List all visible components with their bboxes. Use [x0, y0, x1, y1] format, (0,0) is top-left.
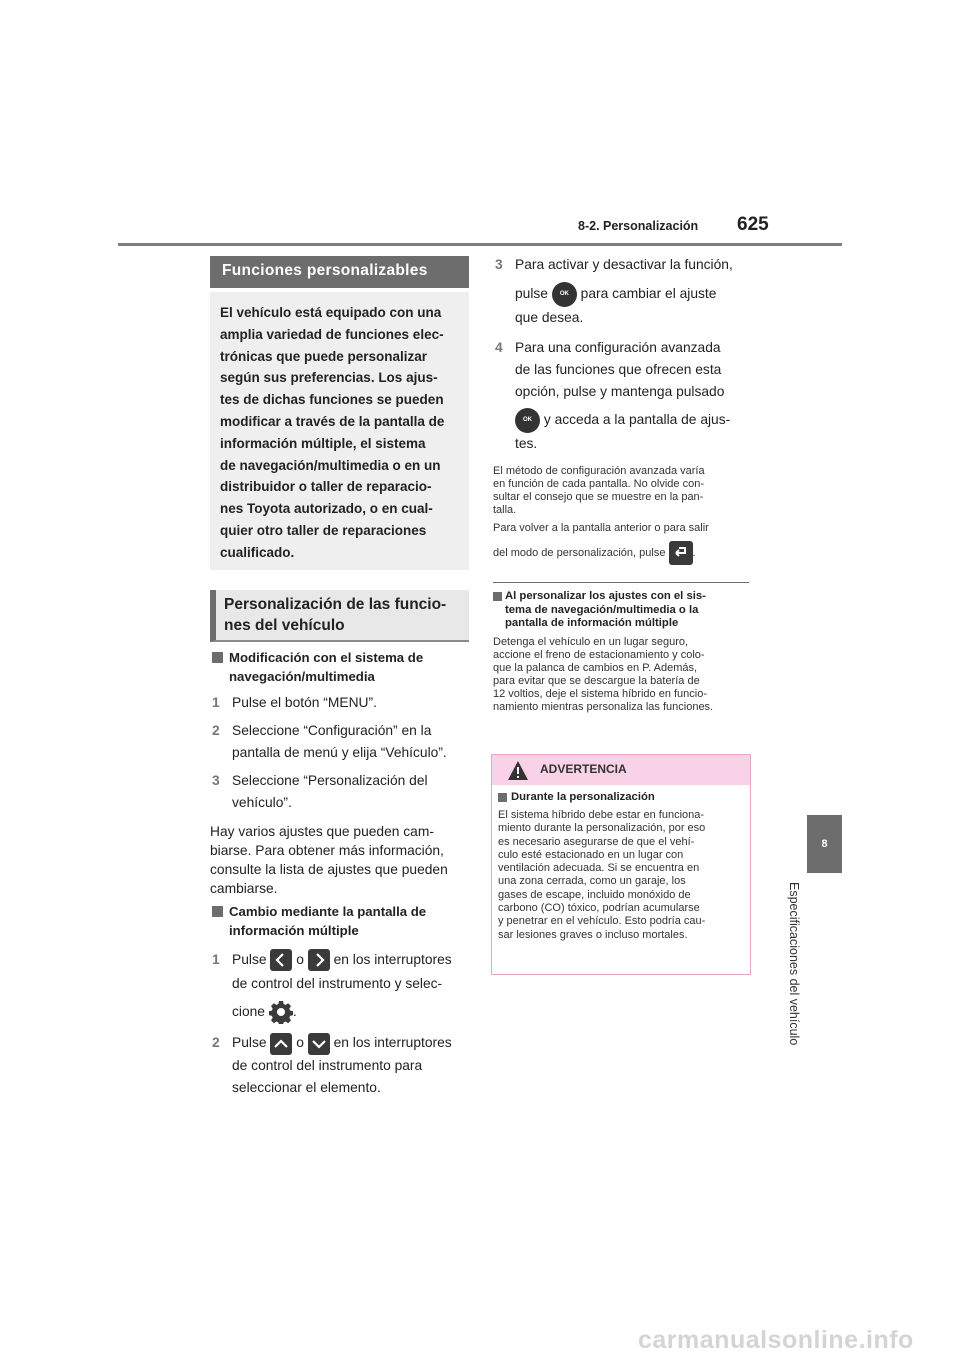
chapter-label: Especificaciones del vehículo	[787, 882, 801, 1046]
warning-body	[492, 785, 750, 942]
intro-box	[210, 292, 469, 570]
chevron-down-icon	[308, 1033, 330, 1055]
customize-note	[493, 590, 751, 714]
intro-line: cualificado.	[220, 544, 295, 560]
warning-text: El sistema híbrido debe estar en funciona- miento durante la personalización, por eso es necesario asegurarse de que el vehí- culo esté estacionado en un lugar con ventilación adecuada. Si se encuentra en una zona cerrada, como un garaje, los gases de escape, incluido monóxido de carbono (CO) tóxico, podrían acumularse y penetrar en el vehículo. Esto podría cau- sar lesiones graves o incluso mortales.	[498, 809, 706, 941]
step-number: 4	[495, 340, 503, 355]
nav-procedure	[210, 648, 466, 898]
step-number: 1	[212, 952, 220, 967]
intro-line: información múltiple, el sistema	[220, 435, 426, 451]
intro-line: modificar a través de la pantalla de	[220, 413, 445, 429]
intro-line: El vehículo está equipado con una	[220, 305, 442, 320]
nav-subheading: Modificación con el sistema de navegación/multimedia	[210, 648, 466, 686]
nav-step-1: 1 Pulse el botón “MENU”.	[210, 692, 466, 714]
back-icon	[669, 541, 693, 565]
intro-line: trónicas que puede personalizar	[220, 348, 428, 364]
intro-line: quier otro taller de reparaciones	[220, 522, 427, 538]
warning-triangle-icon	[507, 760, 529, 782]
intro-line: distribuidor o taller de reparacio-	[220, 479, 432, 495]
step-number: 2	[212, 723, 220, 738]
step-number: 3	[212, 773, 220, 788]
intro-line: según sus preferencias. Los ajus-	[220, 370, 438, 386]
chapter-tab: 8	[807, 815, 842, 873]
mid-step-2: 2 Pulse o en los interruptores de control del instrumento para seleccionar el elemento.	[210, 1032, 466, 1098]
warning-box	[491, 754, 751, 975]
step-3: 3 Para activar y desactivar la función, pulse OK para cambiar el ajuste que desea.	[493, 254, 751, 329]
page-number: 625	[737, 214, 769, 235]
warning-header	[492, 755, 750, 785]
chevron-up-icon	[270, 1033, 292, 1055]
mid-procedure	[210, 902, 466, 1099]
step-number: 2	[212, 1035, 220, 1051]
header-section-title: 8-2. Personalización	[578, 219, 699, 233]
intro-line: nes Toyota autorizado, o en cual-	[220, 501, 433, 517]
intro-line: de navegación/multimedia o en un	[220, 457, 441, 473]
step-number: 3	[495, 257, 503, 272]
back-note: Para volver a la pantalla anterior o para salir del modo de personalización, pulse .	[493, 522, 751, 565]
customize-text: Detenga el vehículo en un lugar seguro, accione el freno de estacionamiento y colo- que la palanca de cambios en P. Además, para evitar que se descargue la batería de 12 voltios, deje el sistema híbrido en funcio- namiento mientras personaliza las funciones.	[493, 635, 714, 713]
customize-subheading: Al personalizar los ajustes con el sis- tema de navegación/multimedia o la pantalla de información múltiple	[493, 590, 751, 631]
mid-step-1: 1 Pulse o en los interruptores de control del instrumento y selec- cione .	[210, 948, 466, 1024]
chevron-left-icon	[270, 949, 292, 971]
ok-button-icon: OK	[552, 282, 577, 307]
intro-line: tes de dichas funciones se pueden	[220, 392, 444, 408]
gear-icon	[269, 1000, 293, 1024]
advanced-note: El método de configuración avanzada varía en función de cada pantalla. No olvide con- sultar el consejo que se muestre en la pan- talla.	[493, 465, 705, 516]
watermark: carmanualsonline.info	[638, 1326, 914, 1354]
header-rule	[118, 243, 842, 246]
section-heading-personalizacion: Personalización de las funcio- nes del vehículo	[210, 590, 469, 642]
step-4: 4 Para una configuración avanzada de las funciones que ofrecen esta opción, pulse y mantenga pulsado OK y acceda a la pantalla de ajus- tes.	[493, 337, 751, 455]
warning-subheading: Durante la personalización	[498, 790, 744, 805]
section-heading-funciones: Funciones personalizables	[210, 256, 469, 288]
mid-subheading: Cambio mediante la pantalla de información múltiple	[210, 902, 466, 940]
step-number: 1	[212, 695, 220, 710]
nav-step-3: 3 Seleccione “Personalización del vehículo”.	[210, 770, 466, 814]
divider	[493, 582, 749, 583]
nav-step-2: 2 Seleccione “Configuración” en la pantalla de menú y elija “Vehículo”.	[210, 720, 466, 764]
intro-line: amplia variedad de funciones elec-	[220, 326, 444, 342]
nav-note: Hay varios ajustes que pueden cam- biarse. Para obtener más información, consulte la lista de ajustes que pueden cambiarse.	[210, 824, 448, 896]
warning-label: ADVERTENCIA	[540, 762, 627, 776]
chevron-right-icon	[308, 949, 330, 971]
ok-button-icon: OK	[515, 408, 540, 433]
right-steps	[493, 254, 751, 565]
